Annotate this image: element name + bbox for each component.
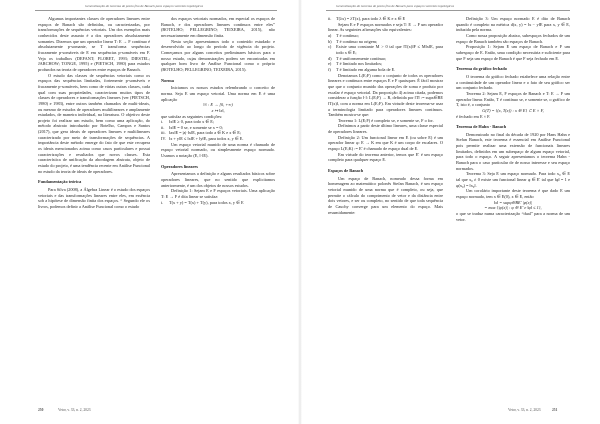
list-item-text: T é contínuo; — [336, 32, 359, 38]
list-item-text: Existe uma constante M > 0 tal que ‖T(x)‖F ≤ M‖x‖E, para todo x ∈ E; — [336, 44, 443, 55]
list-marker: a) — [328, 32, 332, 38]
list-item-text: ‖x‖E ≥ 0, para todo x ∈ E; — [169, 119, 215, 125]
paragraph: O estudo das classes de sequências vetoriais como os espaços das sequências limitadas, fortemente p-somáveis e fracamente p-somáveis, bem como de várias outras classes, cada qual com suas propriedades, caracterizam muitos tipos de classes de operadores e transformações lineares (ver (PIETSCH, 1980) e 1983), entre outros também chamados de multi-ideais, ou mesmo de estudos de operadores multilineares e amplamente estudados, de maneira individual, na literatura. O objetivo deste projeto foi realizar um estudo, bem como uma aplicação, do método abstrato introduzido por Botelho, Campos e Santos (2017), que gera ideais de operadores lineares e multilineares caracterizado por meio de transformações de sequências. A importância deste método emerge do fato de que este recupera os ideais mencionados acima como casos particulares e possui caracterizações e resultados que novos classes. Esta característica de unificação da abordagem abstrata, objeto de estudo do projeto, é uma tendência recente em Análise Funcional no estudo da teoria de ideais de operadores. — [38, 72, 150, 174]
list-marker: c) — [328, 44, 332, 50]
section-heading: Norma — [161, 77, 174, 83]
paragraph: Proposição 1: Sejam E um espaço de Banach e F um subespaço de E. Então, uma condição necessária e suficiente para que F seja um espaço de Banach é que F seja fechado em E. — [456, 44, 570, 61]
paragraph: Um espaço vetorial munido de uma norma é chamado de espaço vetorial normado, ou simplesmente espaço normado. Usamos a notação (E, ‖·‖E). — [161, 141, 275, 159]
running-header: Generalização do teorema de ponto fixo de Banach para espaços vetoriais topológicos — [85, 4, 204, 8]
paragraph: Como nossa proposição abaixo, subespaços fechados de um espaço de Banach também são espaços de Banach. — [456, 32, 570, 44]
page-number: 251 — [552, 408, 558, 412]
header-rule — [35, 10, 277, 11]
paragraph: Teorema 1: L(E;F) é completo se, e somente se, F o for. — [338, 117, 434, 123]
list-item — [161, 200, 275, 206]
paragraph: Iniciamos os nossos estudos relembrando o conceito de norma. Seja E um espaço vetorial. Uma norma em E é uma aplicação — [161, 85, 275, 102]
header-rule — [326, 10, 570, 11]
paragraph: Um espaço de Banach, nomeado dessa forma em homenagem ao matemático polonês Stefan Banach, é um espaço vetorial munido de uma norma que é completo, ou seja, que permite o cálculo do comprimento de vetor e da distância entre dois vetores, e ser ou completo, no sentido de que toda sequência de Cauchy converge para um elemento do espaço. Mais resumidamente: — [328, 175, 443, 215]
list-marker: i. — [161, 199, 164, 205]
list-item — [161, 136, 275, 142]
paragraph: Demonstrado no final da década de 1920 por Hans Hahn e Stefan Banach, este teorema é essencial em Análise Funcional pois permite realizar uma extensão de funcionais lineares limitados, definidos em um subespaço de algum espaço vetorial, para todo o espaço. A seguir apresentamos o teorema Hahn - Banach para o caso particular de de nosso interesse e seu espaço normados. — [456, 131, 570, 171]
paragraph: Definição 2: Um funcional linear em E (ou sobre E) é um operador linear φ: E → K em que K é um corpo de escalares. O espaço L(E;K) := E′ é chamado de espaço dual de E. — [328, 134, 443, 152]
paragraph: Em virtude do teorema anterior, temos que E′ é um espaço completo para qualquer espaço E. — [328, 151, 443, 163]
list-marker: e) — [328, 61, 332, 67]
paragraph: Definição 1: Sejam E e F espaços vetoriais. Uma aplicação T: E → F é dita linear se satisfaz: — [161, 188, 275, 200]
paragraph: Nesta seção apresentamos todo o conteúdo estudado e desenvolvido ao longo do período de vigência do projeto. Começamos por alguns conceitos preliminares básicos para o nosso estudo, cujas demonstrações podem ser encontradas em qualquer bom livro de Análise Funcional como o próprio (BOTELHO; PELLEGRINO; TEIXEIRA, 2015). — [161, 38, 275, 72]
list-item-text: T é limitado em alguma bola de E. — [336, 66, 396, 72]
running-header: Generalização do teorema de ponto fixo de Banach para espaços vetoriais topológicos — [336, 4, 455, 8]
list-item-text: T é uniformemente contínuo; — [336, 55, 387, 61]
list-marker: f) — [328, 66, 331, 72]
math-formula: = max {|φ(x)| : φ ∈ E′ e ‖φ‖ ≤ 1}, — [484, 205, 542, 211]
list-item-text: T(x + y) = T(x) + T(y), para todos x, y ∈ E — [169, 199, 244, 205]
list-marker: IV. — [161, 136, 167, 142]
paragraph: O teorema do gráfico fechado estabelece uma relação entre a continuidade de um operador linear e o fato de seu gráfico ser um conjunto fechado. — [456, 73, 570, 91]
list-item — [328, 44, 443, 55]
section-heading: Teorema do gráfico fechado — [456, 66, 507, 72]
list-item-text: ‖x + y‖E ≤ ‖x‖E + ‖y‖E, para todos x, y ∈ E. — [169, 136, 244, 142]
paragraph: Definição 3: Um espaço normado E é dito de Banach quando é completo na métrica d(x, y) = ‖x − y‖E para x, y ∈ E, induzida pela norma. — [456, 16, 570, 33]
list-item — [328, 16, 443, 22]
list-marker: i. — [161, 119, 164, 125]
paragraph: Para Silva (2008), a Álgebra Linear é o estudo dos espaços vetoriais e das transformações lineares entre eles, em essência sob a hipótese de dimensão finita dos espaços. “ Segundo ele os livros, podemos definir a Análise Funcional como o estudo — [38, 187, 150, 209]
list-marker: iii. — [161, 130, 166, 136]
list-item — [328, 67, 443, 73]
paragraph: o que se traduz numa caracterização “dual” para a norma de um vetor. — [456, 211, 570, 222]
paragraph: Teorema 2: Sejam E, F espaços de Banach e T: E → F um operador linear. Então, T é contínuo se, e somente se, o gráfico de T, isto é, o conjunto — [456, 90, 570, 108]
paragraph: Denotamos L(E;F) como o conjunto de todos os operadores lineares e contínuos entre espaços E e F quaisquer. É fácil mostrar que que o conjunto munido das operações de soma e produto por escalar é espaço vetorial. Da proposição 4) acima citada, podemos considerar a função ‖·‖: L(E;F) → R, definida por ‖T‖ := supx∈BE ‖T(x)‖, com a norma em L(E;F). Em virtude deste teorema-se usar a terminologia limitado para operadores lineares contínuos. Também mostra-se que: — [328, 72, 443, 118]
section-heading: Espaços de Banach — [328, 168, 364, 174]
paragraph: dos espaços vetoriais normados, em especial os espaços de Banach, e dos operadores lineares contínuos entre eles” (BOTELHO; PELLEGRINO; TEIXEIRA, 2015), não necessariamente em dimensão finita. — [161, 16, 275, 38]
list-marker: ii. — [328, 16, 332, 21]
right-column-2 — [456, 16, 570, 222]
math-formula: ‖x‖ = supφ∈BE′ |φ(x)| — [493, 199, 533, 205]
paragraph: que satisfaz as seguintes condições: — [161, 113, 223, 119]
left-column-2 — [161, 16, 275, 205]
paragraph: é fechado em E × F. — [456, 113, 491, 119]
list-item-text: ‖ax‖E = |a|·‖x‖E, para todo a ∈ K e x ∈ E; — [169, 130, 242, 136]
edition-label: Vetor, v. 33, n. 2, 2023 — [58, 408, 91, 412]
right-page — [300, 0, 600, 424]
math-formula: x ↦ ‖x‖, — [211, 107, 225, 113]
right-column-1 — [328, 16, 443, 215]
paragraph: Um corolário importante deste teorema é que dado E um espaço normado, tem x ∈ E(0), x ∈ E, então — [456, 188, 570, 200]
list-item-text: T(λx) = λT(x), para todo λ ∈ K e x ∈ E — [336, 16, 406, 21]
paragraph: Sejam E e F espaços normados e seja T: E → F um operador linear. As seguintes afirmações são equivalentes: — [328, 21, 443, 33]
paragraph: Teorema 3: Seja E um espaço normado. Para todo x₀ ∈ E tal que x₀ ≠ 0 existe um funcional linear φ ∈ E′ tal que ‖φ‖ = 1 e φ(x₀) = ‖x₀‖. — [456, 171, 570, 188]
list-item-text: T é limitado nos limitados; — [336, 61, 383, 67]
paragraph: Algumas importantes classes de operadores lineares entre espaços de Banach são definidas, ou caracterizadas, por transformações de sequências vetoriais. Um dos exemplos mais conhecidos deste assunto é a dos operadores absolutamente somantes. Dizemos que um operador linear T: E → F contínuo é absolutamente p-somante, se T transforma sequências fracamente p-somáveis de E em sequências p-somáveis em F. Veja os trabalhos (DEFANT; FLORET, 1993; DIESTEL; JARCHOW; TONGE, 1995) e (PIETSCH, 1980) para estudos profundos na teoria de operadores entre espaços de Banach. — [38, 16, 150, 72]
edition-label: Vetor, v. 33, n. 2, 2023 — [508, 408, 541, 412]
list-item-text: ‖x‖E = 0 se, e somente se x = 0; — [169, 124, 223, 130]
list-marker: d) — [328, 55, 332, 61]
section-heading: Teorema de Hahn - Banach — [456, 124, 507, 130]
math-formula: ‖·‖ : E → [0, +∞) — [203, 102, 233, 108]
math-formula: G(T) = {(x, T(x)) : x ∈ E} ⊂ E × F, — [482, 107, 544, 113]
paragraph: Apresentamos a definição e alguns resultados básicos sobre operadores lineares, que no sentido que explicitamos anteriormente, é um dos objetos de nossos estudos. — [161, 171, 275, 188]
list-marker: b) — [328, 38, 332, 44]
paragraph: Definimos a partir deste último lineares, uma classe especial de operadores lineares. — [328, 123, 443, 135]
list-marker: ii. — [161, 124, 165, 130]
section-heading: Fundamentação teórica — [38, 179, 82, 185]
list-item-text: T é contínuo na origem; — [336, 38, 378, 44]
left-column-1 — [38, 16, 150, 210]
page-number: 250 — [38, 408, 44, 412]
section-heading: Operadores lineares — [161, 163, 198, 169]
